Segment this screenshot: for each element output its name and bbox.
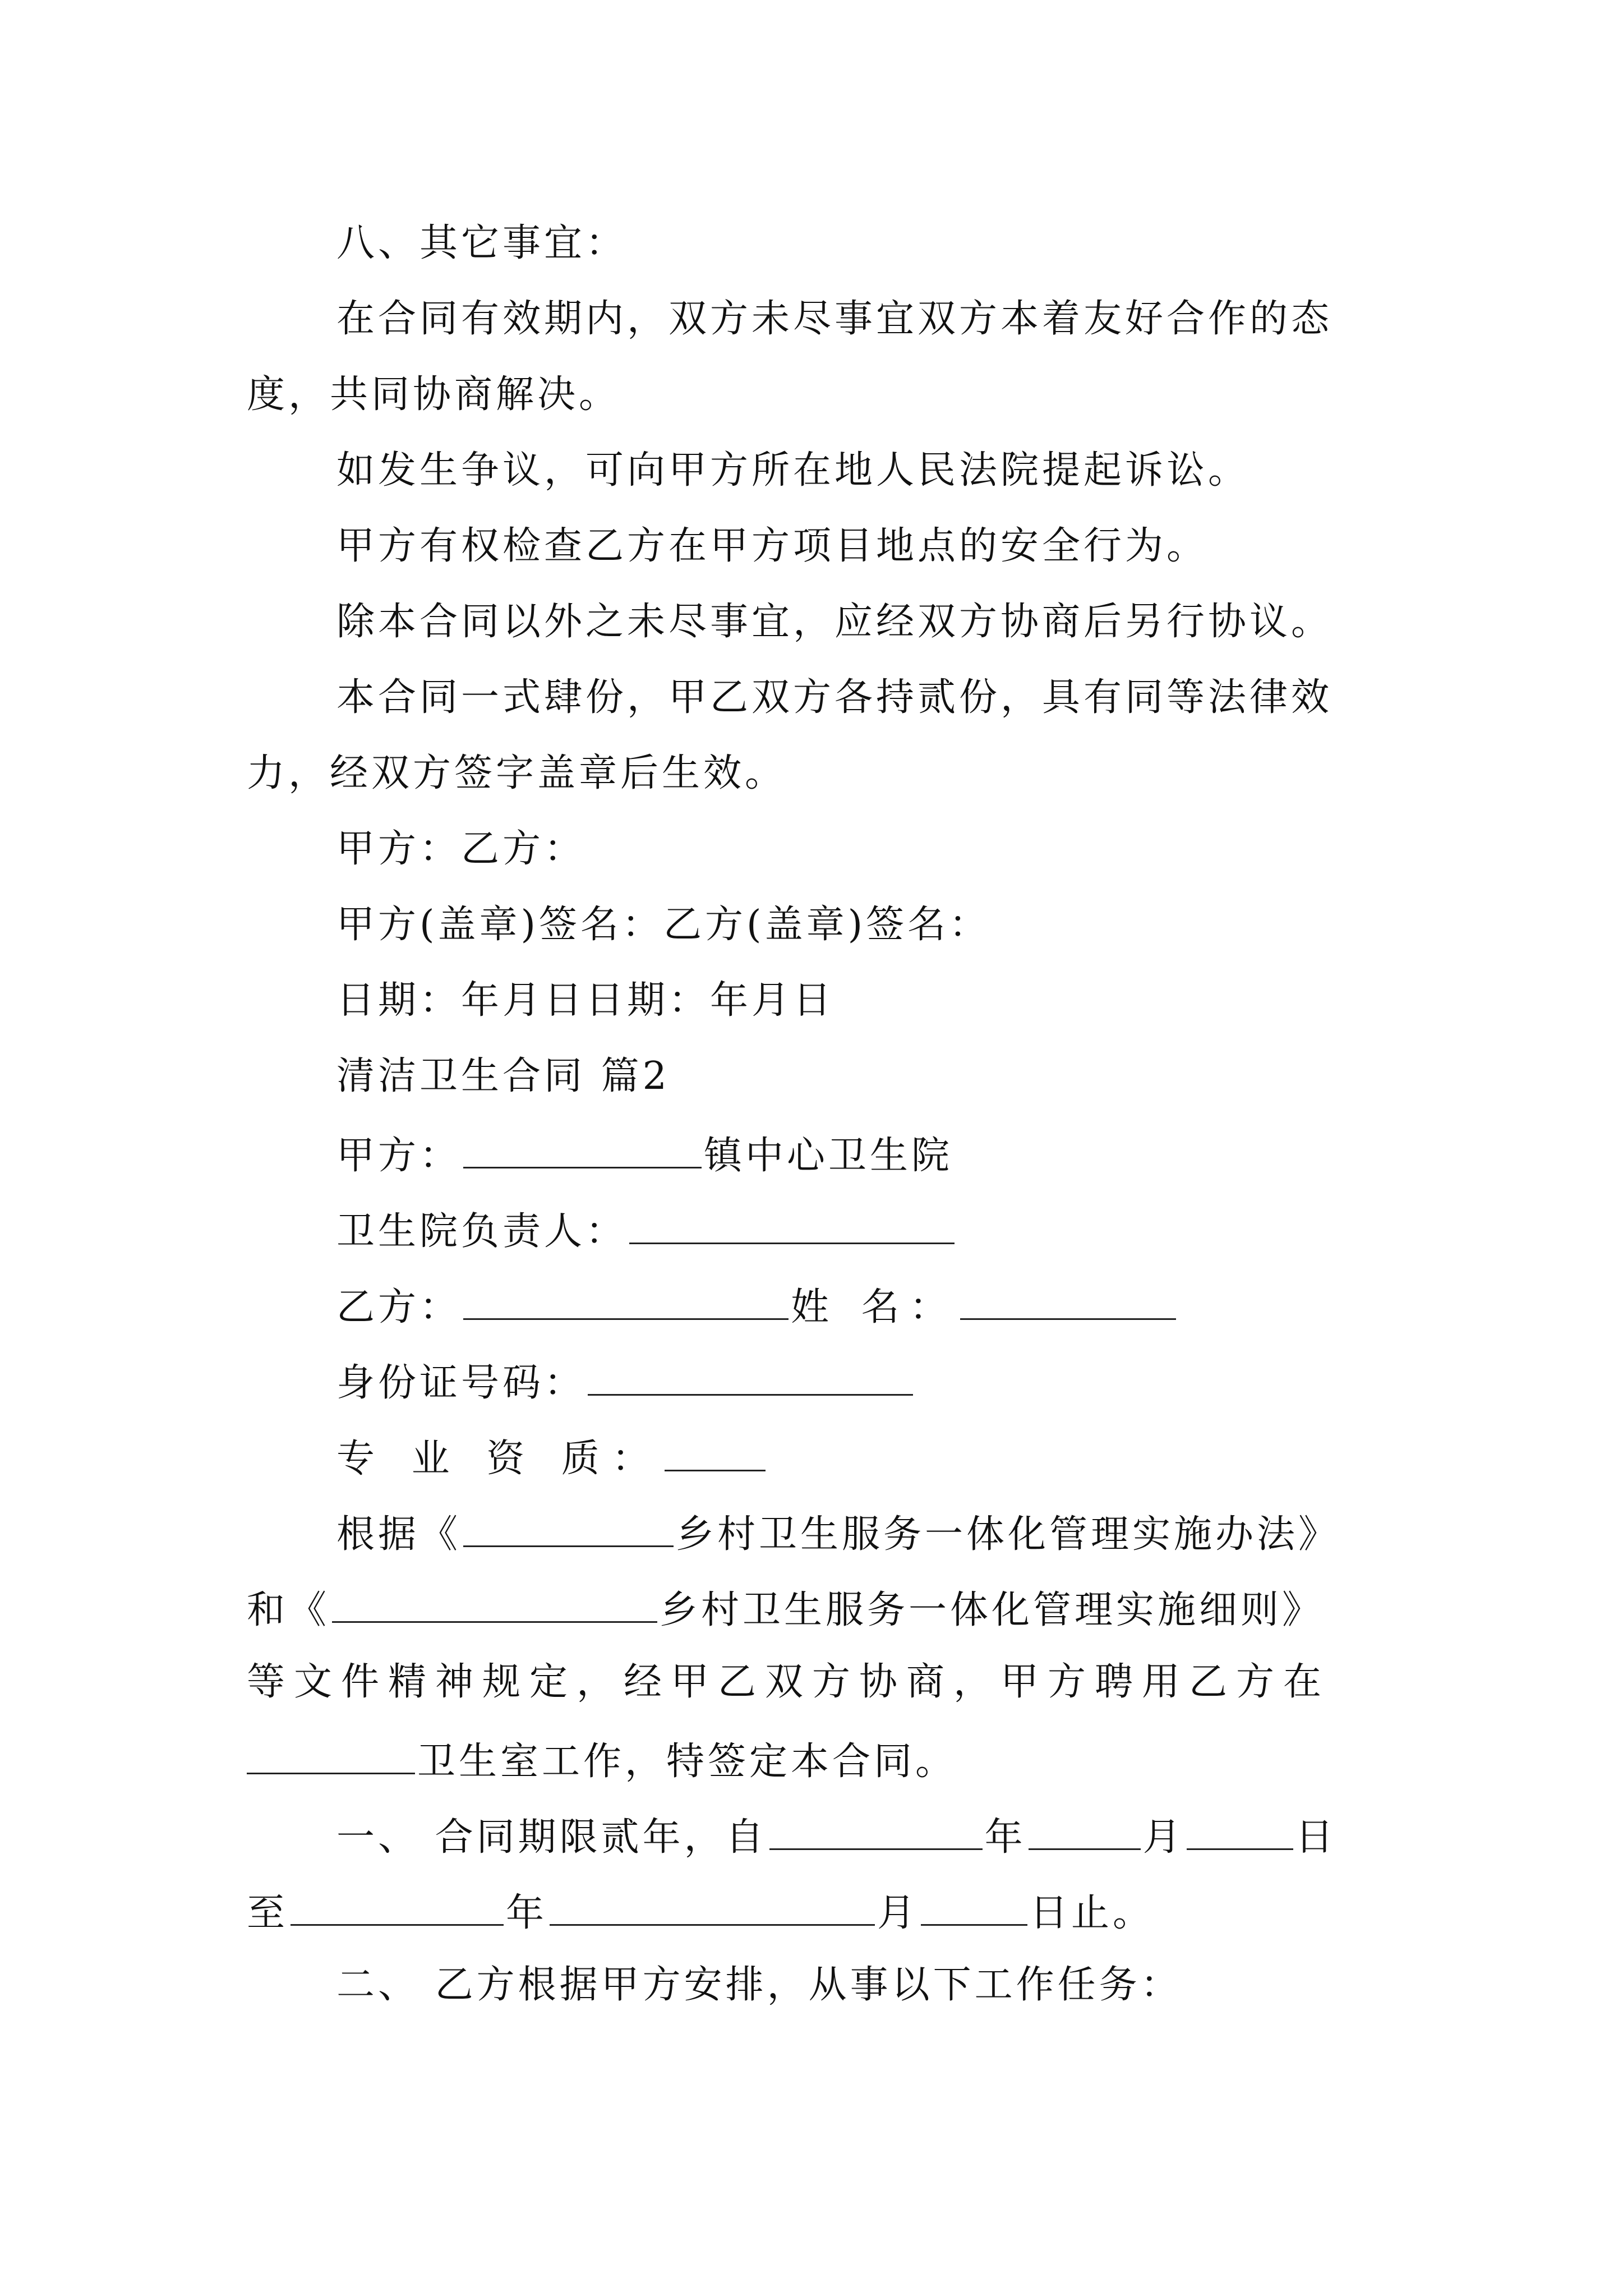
party-a-suffix: 镇中心卫生院: [704, 1134, 953, 1178]
start-year-blank: [769, 1815, 983, 1850]
basis-line: [247, 1588, 1324, 1630]
paragraph-line: 如发生争议，可向甲方所在地人民法院提起诉讼。: [336, 448, 1250, 493]
basis-text: 乡村卫生服务一体化管理实施细则》: [660, 1588, 1324, 1632]
party-b-line: [336, 1285, 1178, 1327]
id-label: 身份证号码：: [336, 1361, 586, 1405]
director-label: 卫生院负责人：: [336, 1209, 628, 1254]
term-text: 日止。: [1030, 1891, 1155, 1935]
term-text: 月: [877, 1891, 919, 1935]
qualification-label: 专 业 资 质：: [336, 1437, 662, 1481]
term-text: 年: [506, 1891, 548, 1935]
paragraph-line: 度，共同协商解决。: [247, 372, 621, 417]
term-text: 日: [1295, 1815, 1337, 1860]
basis-line: [247, 1739, 957, 1784]
party-a-blank: [463, 1133, 702, 1168]
party-a-label: 甲方：: [336, 1134, 462, 1178]
party-b-label: 乙方：: [336, 1285, 462, 1329]
basis-text: 卫生室工作，特签定本合同。: [417, 1740, 957, 1784]
signature-line: 甲方(盖章)签名：乙方(盖章)签名：: [336, 903, 991, 947]
tasks-line: 二、 乙方根据甲方安排，从事以下工作任务：: [336, 1963, 1182, 2007]
end-year-blank: [291, 1890, 504, 1926]
id-line: [336, 1360, 915, 1405]
basis-text: 和《: [247, 1588, 330, 1632]
qualification-blank: [665, 1436, 766, 1471]
director-line: [336, 1209, 957, 1254]
parties-line: 甲方：乙方：: [336, 827, 586, 871]
party-a-line: [336, 1133, 953, 1178]
name-blank: [960, 1285, 1176, 1320]
paragraph-line: 除本合同以外之未尽事宜，应经双方协商后另行协议。: [336, 600, 1333, 644]
date-line: 日期：年月日日期：年月日: [336, 978, 835, 1023]
end-month-blank: [550, 1890, 875, 1926]
term-text: 至: [247, 1891, 289, 1935]
start-month-blank: [1029, 1815, 1141, 1850]
term-line: [336, 1815, 1337, 1860]
basis-line: 等文件精神规定，经甲乙双方协商，甲方聘用乙方在: [247, 1660, 1331, 1704]
basis-line: [336, 1512, 1340, 1557]
term-line: [247, 1890, 1155, 1935]
name-label: 姓 名：: [791, 1285, 958, 1329]
basis-text: 根据《: [336, 1512, 462, 1557]
start-day-blank: [1187, 1815, 1293, 1850]
end-day-blank: [921, 1890, 1027, 1926]
basis-blank: [463, 1512, 674, 1547]
paragraph-line: 甲方有权检查乙方在甲方项目地点的安全行为。: [336, 524, 1209, 568]
contract-title: 清洁卫生合同 篇2: [336, 1054, 670, 1098]
term-text: 月: [1142, 1815, 1184, 1860]
clinic-blank: [247, 1739, 415, 1774]
paragraph-line: 在合同有效期内，双方未尽事宜双方本着友好合作的态: [336, 297, 1333, 341]
term-text: 一、 合同期限贰年，自: [336, 1815, 767, 1860]
director-blank: [629, 1209, 955, 1244]
qualification-line: [336, 1436, 768, 1481]
basis-blank: [332, 1588, 657, 1623]
term-text: 年: [984, 1815, 1026, 1860]
party-b-blank: [463, 1285, 789, 1320]
paragraph-line: 力，经双方签字盖章后生效。: [247, 751, 787, 795]
basis-text: 乡村卫生服务一体化管理实施办法》: [676, 1512, 1340, 1557]
id-blank: [588, 1360, 913, 1396]
section-heading: 八、其它事宜：: [336, 221, 628, 265]
paragraph-line: 本合同一式肆份，甲乙双方各持贰份，具有同等法律效: [336, 675, 1333, 720]
